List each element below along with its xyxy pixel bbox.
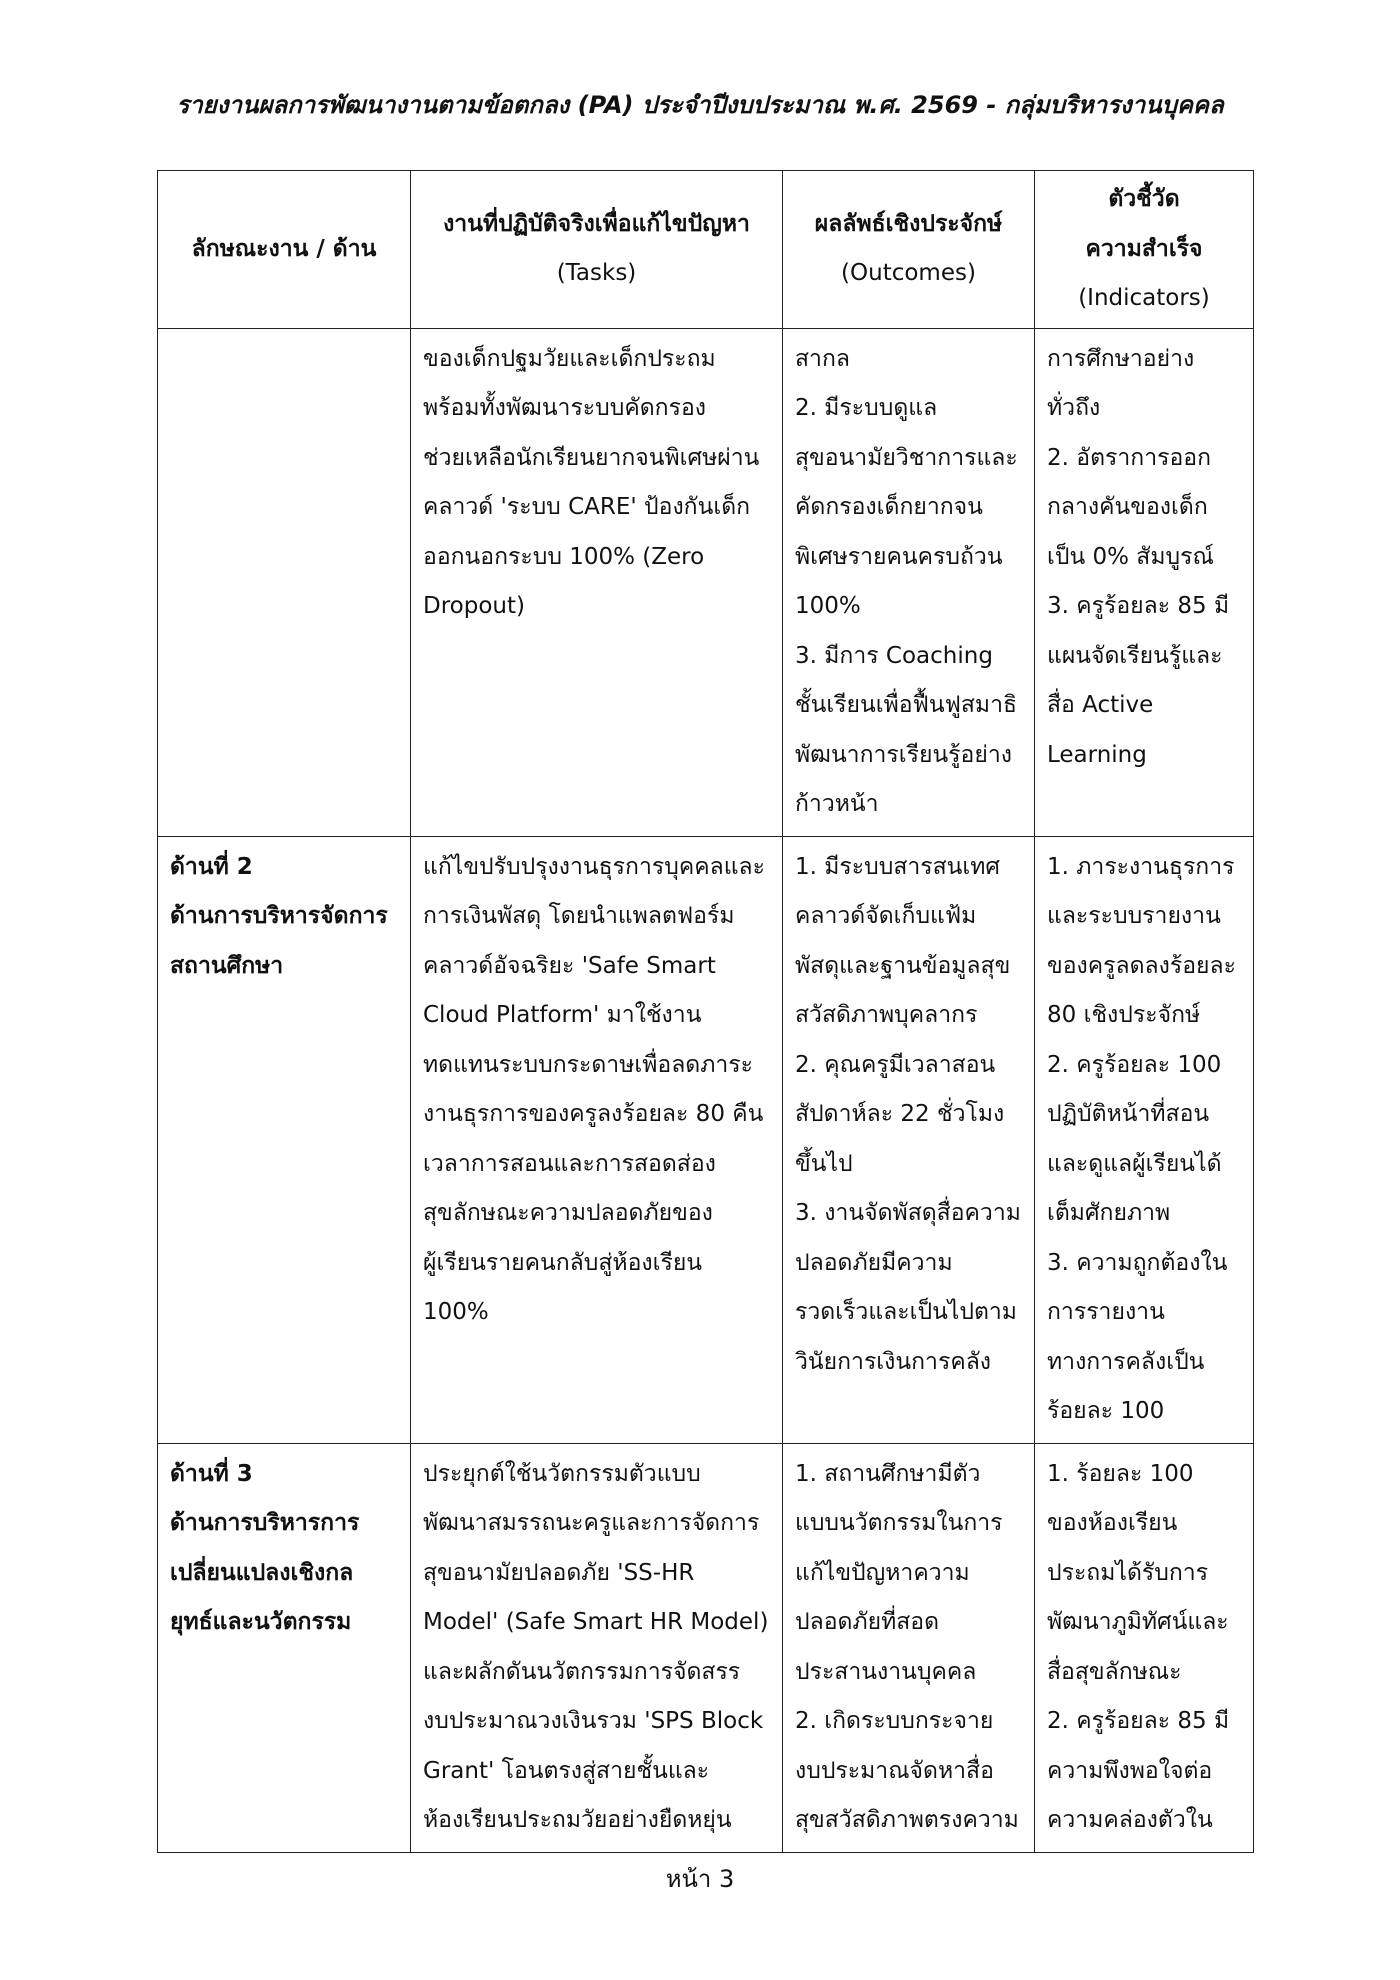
tasks-line: ห้องเรียนประถมวัยอย่างยืดหยุ่น: [423, 1807, 732, 1833]
outcomes-line: งบประมาณจัดหาสื่อ: [795, 1757, 994, 1784]
tasks-line: 100%: [423, 1299, 489, 1325]
outcomes-line: พิเศษรายคนครบถ้วน: [795, 543, 1003, 570]
outcomes-line: ประสานงานบุคคล: [795, 1658, 977, 1685]
tasks-line: ผู้เรียนรายคนกลับสู่ห้องเรียน: [423, 1249, 703, 1276]
aspect-cell: [158, 836, 411, 1443]
indicators-line: สื่อสุขลักษณะ: [1047, 1658, 1182, 1685]
tasks-line: ช่วยเหลือนักเรียนยากจนพิเศษผ่าน: [423, 444, 760, 471]
tasks-line: Grant' โอนตรงสู่สายชั้นและ: [423, 1757, 710, 1784]
header-outcomes-line: ผลลัพธ์เชิงประจักษ์: [814, 210, 1003, 237]
outcomes-line: 1. มีระบบสารสนเทศ: [795, 853, 1001, 880]
outcomes-line: 3. งานจัดพัสดุสื่อความ: [795, 1200, 1021, 1226]
indicators-line: การรายงาน: [1047, 1299, 1165, 1325]
outcomes-line: แบบนวัตกรรมในการ: [795, 1510, 1003, 1536]
indicators-line: การศึกษาอย่าง: [1047, 345, 1195, 372]
indicators-line: Learning: [1047, 741, 1147, 768]
aspect-cell: [158, 1443, 411, 1852]
indicators-line: กลางคันของเด็ก: [1047, 494, 1208, 520]
indicators-line: ความคล่องตัวใน: [1047, 1807, 1213, 1833]
indicators-line: 1. ร้อยละ 100: [1047, 1460, 1194, 1487]
indicators-line: 3. ครูร้อยละ 85 มี: [1047, 593, 1230, 619]
header-indicators-line: (Indicators): [1078, 285, 1210, 311]
outcomes-line: ปลอดภัยที่สอด: [795, 1609, 940, 1635]
outcomes-line: คัดกรองเด็กยากจน: [795, 494, 983, 520]
indicators-line: เต็มศักยภาพ: [1047, 1200, 1171, 1226]
outcomes-line: 3. มีการ Coaching: [795, 642, 993, 669]
outcomes-line: แก้ไขปัญหาความ: [795, 1559, 970, 1586]
tasks-line: สุขอนามัยปลอดภัย 'SS-HR: [423, 1559, 695, 1586]
outcomes-line: สากล: [795, 345, 850, 372]
indicators-cell: [1035, 328, 1254, 836]
outcomes-line: 2. คุณครูมีเวลาสอน: [795, 1051, 996, 1078]
outcomes-line: สุขสวัสดิภาพตรงความ: [795, 1807, 1019, 1833]
tasks-line: แก้ไขปรับปรุงงานธุรการบุคคลและ: [423, 853, 765, 880]
tasks-line: ของเด็กปฐมวัยและเด็กประถม: [423, 345, 716, 372]
outcomes-line: 2. เกิดระบบกระจาย: [795, 1708, 994, 1734]
tasks-line: Cloud Platform' มาใช้งาน: [423, 1002, 702, 1028]
outcomes-line: 1. สถานศึกษามีตัว: [795, 1460, 981, 1487]
outcomes-cell: [783, 836, 1035, 1443]
aspect-line: สถานศึกษา: [170, 952, 284, 979]
outcomes-line: 2. มีระบบดูแล: [795, 395, 938, 421]
indicators-line: ทั่วถึง: [1047, 395, 1101, 421]
aspect-line: ด้านที่ 2: [170, 853, 253, 880]
aspect-line: ด้านการบริหารจัดการ: [170, 903, 388, 929]
tasks-line: พร้อมทั้งพัฒนาระบบคัดกรอง: [423, 395, 707, 421]
outcomes-line: ชั้นเรียนเพื่อฟื้นฟูสมาธิ: [795, 692, 1018, 718]
outcomes-line: สัปดาห์ละ 22 ชั่วโมง: [795, 1101, 1005, 1127]
tasks-cell: [411, 328, 783, 836]
aspect-cell: [158, 328, 411, 836]
indicators-line: 2. ครูร้อยละ 85 มี: [1047, 1708, 1230, 1734]
indicators-line: ประถมได้รับการ: [1047, 1559, 1209, 1586]
header-outcomes-line: (Outcomes): [841, 260, 976, 287]
page-number: หน้า 3: [665, 1865, 735, 1893]
outcomes-line: คลาวด์จัดเก็บแฟ้ม: [795, 903, 977, 929]
tasks-line: การเงินพัสดุ โดยนำแพลตฟอร์ม: [423, 903, 735, 929]
header-cell-aspect: [158, 171, 411, 329]
tasks-line: Model' (Safe Smart HR Model): [423, 1609, 769, 1635]
outcomes-line: พัฒนาการเรียนรู้อย่าง: [795, 741, 1012, 768]
indicators-line: ของห้องเรียน: [1047, 1510, 1178, 1536]
indicators-line: 2. อัตราการออก: [1047, 444, 1212, 471]
header-tasks-line: งานที่ปฏิบัติจริงเพื่อแก้ไขปัญหา: [443, 210, 750, 237]
outcomes-cell: [783, 1443, 1035, 1852]
outcomes-line: พัสดุและฐานข้อมูลสุข: [795, 952, 1011, 979]
outcomes-line: สวัสดิภาพบุคลากร: [795, 1002, 978, 1028]
header-aspect-line: ลักษณะงาน / ด้าน: [191, 235, 377, 262]
indicators-line: 2. ครูร้อยละ 100: [1047, 1051, 1222, 1078]
table-row: [158, 1443, 1254, 1852]
indicators-cell: [1035, 1443, 1254, 1852]
outcomes-line: รวดเร็วและเป็นไปตาม: [795, 1299, 1017, 1325]
tasks-line: คลาวด์อัจฉริยะ 'Safe Smart: [423, 952, 716, 979]
indicators-line: ของครูลดลงร้อยละ: [1047, 952, 1236, 979]
tasks-line: ประยุกต์ใช้นวัตกรรมตัวแบบ: [423, 1460, 701, 1487]
table-row: [158, 836, 1254, 1443]
outcomes-line: ก้าวหน้า: [795, 791, 879, 817]
outcomes-cell: [783, 328, 1035, 836]
header-cell-outcomes: [783, 171, 1035, 329]
outcomes-line: สุขอนามัยวิชาการและ: [795, 444, 1018, 471]
tasks-line: ทดแทนระบบกระดาษเพื่อลดภาระ: [423, 1051, 754, 1078]
indicators-line: 1. ภาระงานธุรการ: [1047, 853, 1235, 880]
tasks-line: งานธุรการของครูลงร้อยละ 80 คืน: [423, 1101, 764, 1127]
tasks-line: และผลักดันนวัตกรรมการจัดสรร: [423, 1658, 741, 1685]
tasks-line: Dropout): [423, 593, 525, 619]
table-header-row: [158, 171, 1254, 329]
tasks-line: งบประมาณวงเงินรวม 'SPS Block: [423, 1708, 764, 1734]
aspect-line: เปลี่ยนแปลงเชิงกล: [170, 1559, 354, 1586]
table-row: [158, 328, 1254, 836]
header-indicators-line: ความสำเร็จ: [1085, 235, 1203, 262]
indicators-line: ปฏิบัติหน้าที่สอน: [1047, 1101, 1210, 1127]
aspect-line: ด้านที่ 3: [170, 1460, 253, 1487]
indicators-line: แผนจัดเรียนรู้และ: [1047, 642, 1223, 669]
indicators-cell: [1035, 836, 1254, 1443]
tasks-line: เวลาการสอนและการสอดส่อง: [423, 1150, 716, 1177]
indicators-line: ทางการคลังเป็น: [1047, 1348, 1205, 1375]
indicators-line: ร้อยละ 100: [1047, 1398, 1165, 1424]
indicators-line: สื่อ Active: [1047, 692, 1154, 718]
tasks-cell: [411, 836, 783, 1443]
tasks-cell: [411, 1443, 783, 1852]
indicators-line: และดูแลผู้เรียนได้: [1047, 1150, 1222, 1177]
pa-report-table: [157, 170, 1254, 1853]
indicators-line: เป็น 0% สัมบูรณ์: [1047, 543, 1214, 570]
indicators-line: 80 เชิงประจักษ์: [1047, 1002, 1201, 1028]
header-tasks-line: (Tasks): [556, 260, 637, 287]
header-cell-indicators: [1035, 171, 1254, 329]
indicators-line: พัฒนาภูมิทัศน์และ: [1047, 1609, 1229, 1635]
indicators-line: 3. ความถูกต้องใน: [1047, 1249, 1228, 1276]
header-cell-tasks: [411, 171, 783, 329]
tasks-line: พัฒนาสมรรถนะครูและการจัดการ: [423, 1510, 760, 1536]
indicators-line: และระบบรายงาน: [1047, 903, 1221, 929]
tasks-line: ออกนอกระบบ 100% (Zero: [423, 543, 705, 570]
outcomes-line: ปลอดภัยมีความ: [795, 1249, 953, 1276]
indicators-line: ความพึงพอใจต่อ: [1047, 1757, 1213, 1784]
tasks-line: คลาวด์ 'ระบบ CARE' ป้องกันเด็ก: [423, 494, 751, 520]
page-header-title: รายงานผลการพัฒนางานตามข้อตกลง (PA) ประจำปีงบประมาณ พ.ศ. 2569 - กลุ่มบริหารงานบุคคล: [176, 91, 1224, 119]
header-indicators-line: ตัวชี้วัด: [1108, 186, 1180, 212]
outcomes-line: 100%: [795, 593, 861, 619]
aspect-line: ยุทธ์และนวัตกรรม: [170, 1609, 352, 1635]
outcomes-line: ขึ้นไป: [795, 1150, 853, 1177]
outcomes-line: วินัยการเงินการคลัง: [795, 1348, 992, 1375]
aspect-line: ด้านการบริหารการ: [170, 1510, 360, 1536]
tasks-line: สุขลักษณะความปลอดภัยของ: [423, 1200, 713, 1226]
